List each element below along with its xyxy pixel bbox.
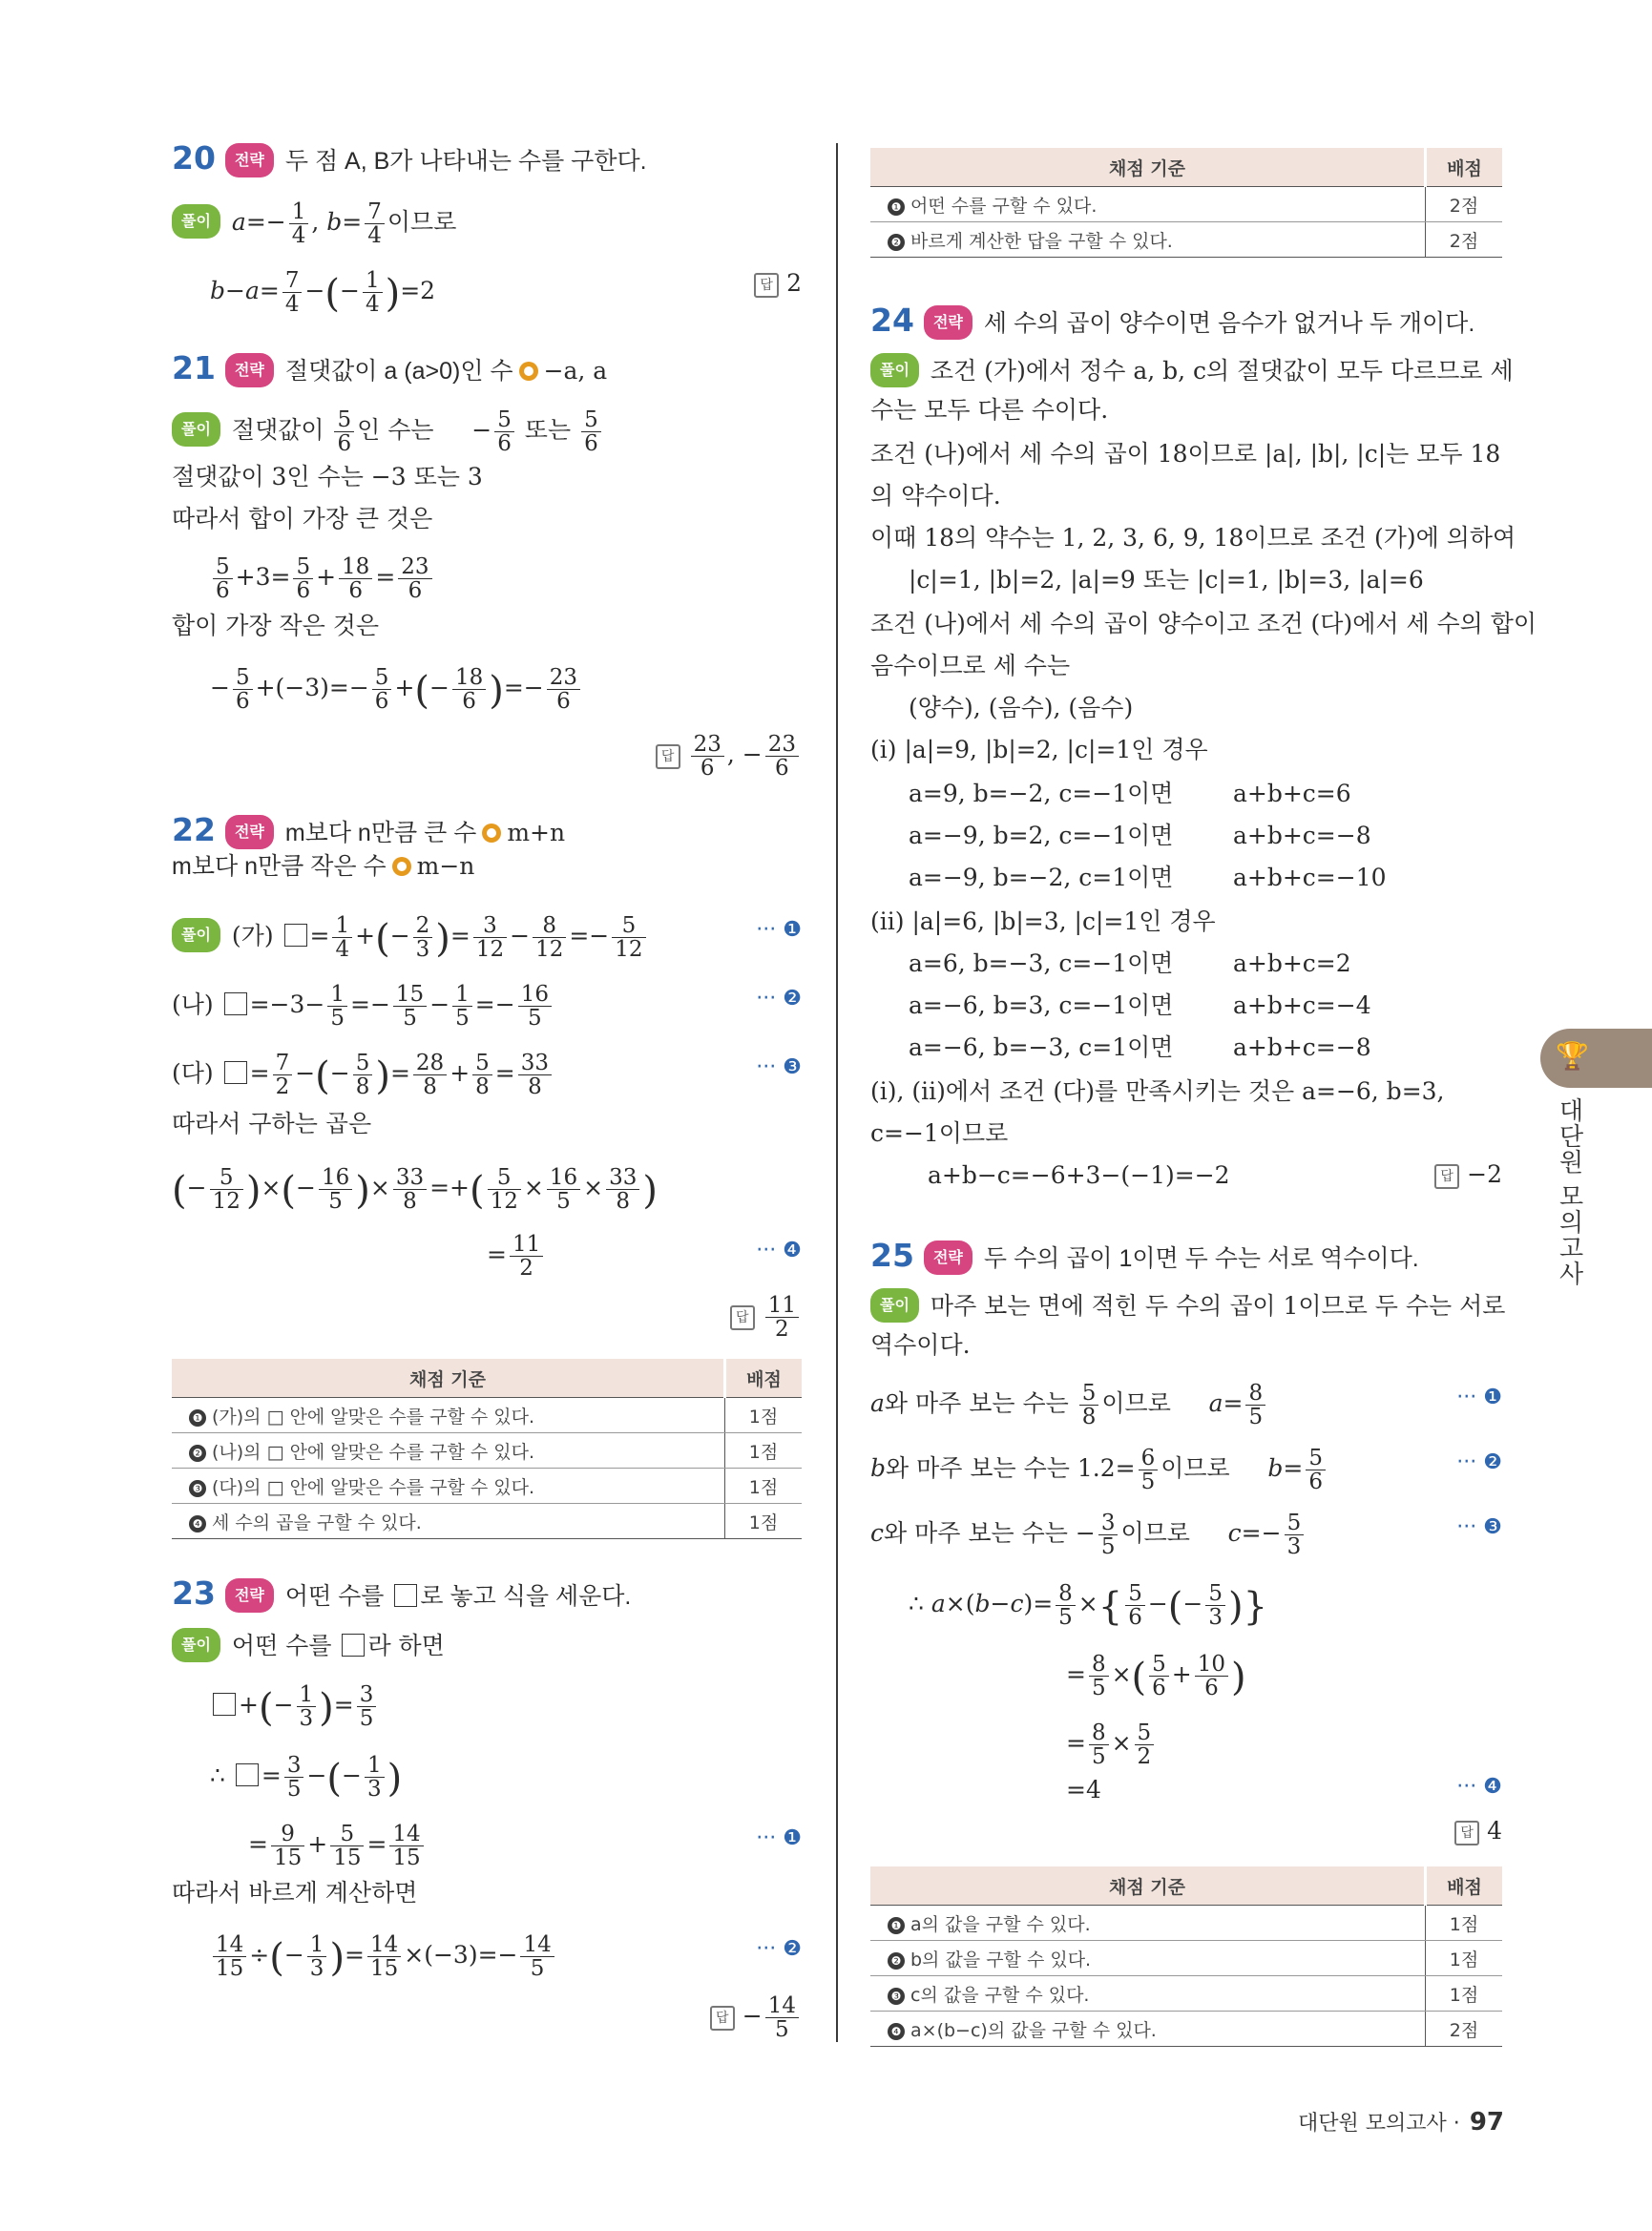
p21-line-5: 합이 가장 작은 것은 (172, 612, 380, 639)
p24-line-1: 풀이 조건 (가)에서 정수 a, b, c의 절댓값이 모두 다르므로 세 (870, 353, 1514, 387)
p21-line-2: 절댓값이 3인 수는 −3 또는 3 (172, 463, 483, 490)
strategy-text: 절댓값이 a (a>0)인 수 (284, 358, 513, 385)
p23-line-5: 따라서 바르게 계산하면 (172, 1879, 418, 1907)
p24-sum-6: a+b+c=−8 (1233, 1033, 1371, 1061)
strategy-tail: −a, a (543, 357, 608, 385)
page-footer: 대단원 모의고사 · 97 (1298, 2108, 1504, 2137)
strategy-text-2: 로 놓고 식을 세운다. (420, 1583, 632, 1610)
table-header-criteria: 채점 기준 (870, 148, 1426, 187)
p25-line-c: c와 마주 보는 수는 − $\frac{3}{5}$ 이므로 c=− $\frac{5}{3}$ (870, 1512, 1307, 1558)
step-marker-2: ··· ❷ (756, 1937, 802, 1961)
p24-line-4: 의 약수이다. (870, 482, 1001, 510)
p21-line-3: 따라서 합이 가장 큰 것은 (172, 505, 433, 532)
p23-line-4: = $\frac{9}{15}$ + $\frac{5}{15}$ = $\frac{14}{15}$ (248, 1823, 427, 1869)
p20-line-2: b−a= $\frac{7}{4}$ −(− $\frac{1}{4}$ )=2 (210, 268, 436, 318)
p25-scoring-table (870, 1866, 1502, 2047)
p24-line-concl-2: c=−1이므로 (870, 1119, 1009, 1147)
p21-line-1: 풀이 절댓값이 $\frac{5}{6}$ 인 수는 − $\frac{5}{6}$ 또는 $\frac{5}{6}$ (172, 408, 604, 455)
p24-case-1c: a=−9, b=−2, c=1이면 (909, 864, 1174, 891)
step-marker-1: ··· ❶ (756, 918, 802, 942)
section-side-tab (1540, 1029, 1652, 1088)
p24-sum-5: a+b+c=−4 (1233, 991, 1371, 1019)
page-number: 97 (1469, 2108, 1504, 2137)
answer-icon: 답 (656, 744, 680, 769)
answer-icon: 답 (730, 1305, 755, 1330)
p24-line-3: 조건 (나)에서 세 수의 곱이 18이므로 |a|, |b|, |c|는 모두 18 (870, 440, 1501, 468)
table-row: ❷ (나)의 □ 안에 알맞은 수를 구할 수 있다. 1점 (172, 1433, 802, 1469)
problem-24-header (870, 302, 1475, 340)
step-marker-1: ··· ❶ (1456, 1386, 1502, 1409)
p23-scoring-table (870, 148, 1502, 258)
problem-22-header (172, 811, 566, 849)
arrow-circle-icon (482, 824, 501, 843)
p25-line-a: a와 마주 보는 수는 $\frac{5}{8}$ 이므로 a= $\frac{8}{5}$ (870, 1382, 1268, 1428)
strategy-text: 두 수의 곱이 1이면 두 수는 서로 역수이다. (983, 1245, 1419, 1272)
arrow-circle-icon (519, 362, 538, 381)
problem-22-header-2 (172, 851, 474, 882)
solution-tag: 풀이 (172, 412, 220, 447)
problem-20-header (172, 139, 647, 177)
p21-line-6: − $\frac{5}{6}$ +(−3)=− $\frac{5}{6}$ +(− $\frac{18}{6}$ )=− $\frac{23}{6}$ (210, 666, 583, 713)
p24-case-2b: a=−6, b=3, c=−1이면 (909, 991, 1174, 1019)
p24-line-concl-1: (ⅰ), (ⅱ)에서 조건 (다)를 만족시키는 것은 a=−6, b=3, (870, 1077, 1445, 1105)
table-header-criteria: 채점 기준 (172, 1359, 725, 1398)
p24-case-1a: a=9, b=−2, c=−1이면 (909, 780, 1174, 807)
problem-number: 24 (870, 302, 914, 339)
p24-line-5: 이때 18의 약수는 1, 2, 3, 6, 9, 18이므로 조건 (가)에 의하여 (870, 524, 1516, 552)
strategy-text: 어떤 수를 (284, 1583, 385, 1610)
p23-line-3: ∴ = $\frac{3}{5}$ −(− $\frac{1}{3}$ ) (210, 1753, 403, 1803)
p25-line-calc-3: = $\frac{8}{5}$ × $\frac{5}{2}$ (1066, 1721, 1157, 1768)
p24-sum-3: a+b+c=−10 (1233, 864, 1387, 891)
table-header-points: 배점 (725, 1359, 803, 1398)
table-row: ❶ (가)의 □ 안에 알맞은 수를 구할 수 있다. 1점 (172, 1398, 802, 1433)
problem-25-header (870, 1237, 1419, 1275)
p22-line-prod: 따라서 구하는 곱은 (172, 1110, 372, 1137)
table-row: ❸ c의 값을 구할 수 있다. 1점 (870, 1976, 1502, 2012)
solution-tag: 풀이 (870, 1288, 919, 1323)
solution-tag: 풀이 (870, 353, 919, 387)
p25-line-calc-1: ∴ a×(b−c)= $\frac{8}{5}$ ×{ $\frac{5}{6}$ −(− $\frac{5}{3}$ )} (909, 1581, 1268, 1631)
p20-line-1: 풀이 a=− $\frac{1}{4}$ , b= $\frac{7}{4}$ 이므로 (172, 200, 456, 247)
problem-21-header (172, 349, 608, 387)
table-row: ❸ (다)의 □ 안에 알맞은 수를 구할 수 있다. 1점 (172, 1469, 802, 1504)
p22-line-result: = $\frac{11}{2}$ (487, 1233, 546, 1280)
p22-line-da: (다) = $\frac{7}{2}$ −(− $\frac{5}{8}$ )= $\frac{28}{8}$ + $\frac{5}{8}$ = $\frac{33}{8}$ (172, 1052, 554, 1098)
step-marker-3: ··· ❸ (1456, 1515, 1502, 1539)
table-header-points: 배점 (1426, 1866, 1503, 1906)
table-row: ❷ b의 값을 구할 수 있다. 1점 (870, 1941, 1502, 1976)
table-row: ❹ 세 수의 곱을 구할 수 있다. 1점 (172, 1504, 802, 1539)
solution-tag: 풀이 (172, 204, 220, 239)
problem-number: 25 (870, 1237, 914, 1274)
answer-icon: 답 (1454, 1821, 1479, 1845)
p22-scoring-table (172, 1359, 802, 1539)
p24-sum-2: a+b+c=−8 (1233, 822, 1371, 849)
p24-case-2a: a=6, b=−3, c=−1이면 (909, 949, 1174, 977)
strategy-tag: 전략 (225, 143, 274, 177)
p24-line-8: 음수이므로 세 수는 (870, 652, 1071, 679)
footer-section: 대단원 모의고사 (1298, 2112, 1447, 2136)
p24-sum-4: a+b+c=2 (1233, 949, 1351, 977)
p24-line-6: |c|=1, |b|=2, |a|=9 또는 |c|=1, |b|=3, |a|=6 (909, 566, 1424, 594)
p24-line-7: 조건 (나)에서 세 수의 곱이 양수이고 조건 (다)에서 세 수의 합이 (870, 610, 1537, 637)
strategy-text: 세 수의 곱이 양수이면 음수가 없거나 두 개이다. (983, 310, 1475, 337)
step-marker-3: ··· ❸ (756, 1055, 802, 1079)
side-tab-label: 대단원 모의고사 (1555, 1097, 1583, 1287)
arrow-circle-icon (392, 857, 411, 876)
step-marker-2: ··· ❷ (756, 987, 802, 1011)
p22-line-ga: 풀이 (가) = $\frac{1}{4}$ +(− $\frac{2}{3}$ )= $\frac{3}{12}$ − $\frac{8}{12}$ =− $\frac{5}{12}$ (172, 914, 649, 961)
solution-tag: 풀이 (172, 1628, 220, 1662)
p24-case-2c: a=−6, b=−3, c=1이면 (909, 1033, 1174, 1061)
p24-case-2: (ⅱ) |a|=6, |b|=3, |c|=1인 경우 (870, 907, 1216, 935)
p21-line-4: $\frac{5}{6}$ +3= $\frac{5}{6}$ + $\frac{18}{6}$ = $\frac{23}{6}$ (210, 555, 435, 602)
p24-case-1b: a=−9, b=2, c=−1이면 (909, 822, 1174, 849)
column-divider (836, 143, 838, 2042)
p21-answer: 답 $\frac{23}{6}$ , − $\frac{23}{6}$ (656, 733, 802, 780)
problem-number: 21 (172, 349, 216, 386)
p22-answer: 답 $\frac{11}{2}$ (730, 1294, 802, 1341)
p24-line-9: (양수), (음수), (음수) (909, 694, 1134, 721)
strategy-tag: 전략 (225, 815, 274, 849)
p25-line-calc-2: = $\frac{8}{5}$ ×( $\frac{5}{6}$ + $\frac{10}{6}$ ) (1066, 1652, 1246, 1701)
p23-line-2: +(− $\frac{1}{3}$ )= $\frac{3}{5}$ (210, 1683, 379, 1730)
p24-line-final: a+b−c=−6+3−(−1)=−2 (928, 1161, 1230, 1189)
strategy-text: m보다 n만큼 작은 수 (172, 853, 387, 880)
p25-line-b: b와 마주 보는 수는 1.2= $\frac{6}{5}$ 이므로 b= $\frac{5}{6}$ (870, 1447, 1328, 1493)
table-row: ❶ a의 값을 구할 수 있다. 1점 (870, 1906, 1502, 1941)
step-marker-4: ··· ❹ (756, 1239, 802, 1262)
strategy-tag: 전략 (924, 305, 972, 340)
table-header-criteria: 채점 기준 (870, 1866, 1426, 1906)
p25-line-1: 풀이 마주 보는 면에 적힌 두 수의 곱이 1이므로 두 수는 서로 (870, 1288, 1505, 1323)
step-marker-2: ··· ❷ (1456, 1450, 1502, 1474)
p25-line-2: 역수이다. (870, 1331, 971, 1359)
strategy-text: m보다 n만큼 큰 수 (284, 820, 477, 846)
p23-line-1: 풀이 어떤 수를 라 하면 (172, 1628, 445, 1662)
p23-answer: 답 − $\frac{14}{5}$ (710, 1994, 802, 2041)
strategy-text: 두 점 A, B가 나타내는 수를 구한다. (284, 148, 647, 175)
p24-answer: 답 −2 (1434, 1160, 1502, 1189)
strategy-tag: 전략 (924, 1241, 972, 1275)
p24-line-2: 수는 모두 다른 수이다. (870, 396, 1109, 424)
answer-icon: 답 (710, 2006, 735, 2031)
table-header-points: 배점 (1426, 148, 1503, 187)
strategy-tail: m+n (507, 819, 566, 846)
strategy-tail: m−n (416, 852, 475, 880)
p24-case-1: (ⅰ) |a|=9, |b|=2, |c|=1인 경우 (870, 736, 1208, 763)
problem-number: 23 (172, 1574, 216, 1612)
p22-line-na: (나) =−3− $\frac{1}{5}$ =− $\frac{15}{5}$ − $\frac{1}{5}$ =− $\frac{16}{5}$ (172, 983, 554, 1030)
table-row: ❶ 어떤 수를 구할 수 있다. 2점 (870, 187, 1502, 222)
strategy-tag: 전략 (225, 1578, 274, 1613)
step-marker-1: ··· ❶ (756, 1826, 802, 1850)
p20-answer: 답 2 (754, 269, 802, 298)
answer-icon: 답 (1434, 1164, 1459, 1189)
p25-line-calc-4: =4 (1066, 1776, 1101, 1804)
problem-number: 22 (172, 811, 216, 848)
p25-answer: 답 4 (1454, 1817, 1502, 1845)
table-row: ❹ a×(b−c)의 값을 구할 수 있다. 2점 (870, 2012, 1502, 2047)
table-row: ❷ 바르게 계산한 답을 구할 수 있다. 2점 (870, 222, 1502, 258)
step-marker-4: ··· ❹ (1456, 1775, 1502, 1799)
strategy-tag: 전략 (225, 353, 274, 387)
p22-line-prod-eq: (− $\frac{5}{12}$ )×(− $\frac{16}{5}$ )× $\frac{33}{8}$ =+( $\frac{5}{12}$ × $\frac{16}{5}$ × $\frac{33}{8}$ ) (172, 1165, 658, 1215)
problem-number: 20 (172, 139, 216, 177)
p23-line-6: $\frac{14}{15}$ ÷(− $\frac{1}{3}$ )= $\frac{14}{15}$ ×(−3)=− $\frac{14}{5}$ (210, 1933, 557, 1980)
trophy-icon: 🏆 (1556, 1040, 1589, 1072)
answer-icon: 답 (754, 273, 779, 298)
p24-sum-1: a+b+c=6 (1233, 780, 1351, 807)
solution-tag: 풀이 (172, 918, 220, 952)
problem-23-header (172, 1574, 632, 1613)
